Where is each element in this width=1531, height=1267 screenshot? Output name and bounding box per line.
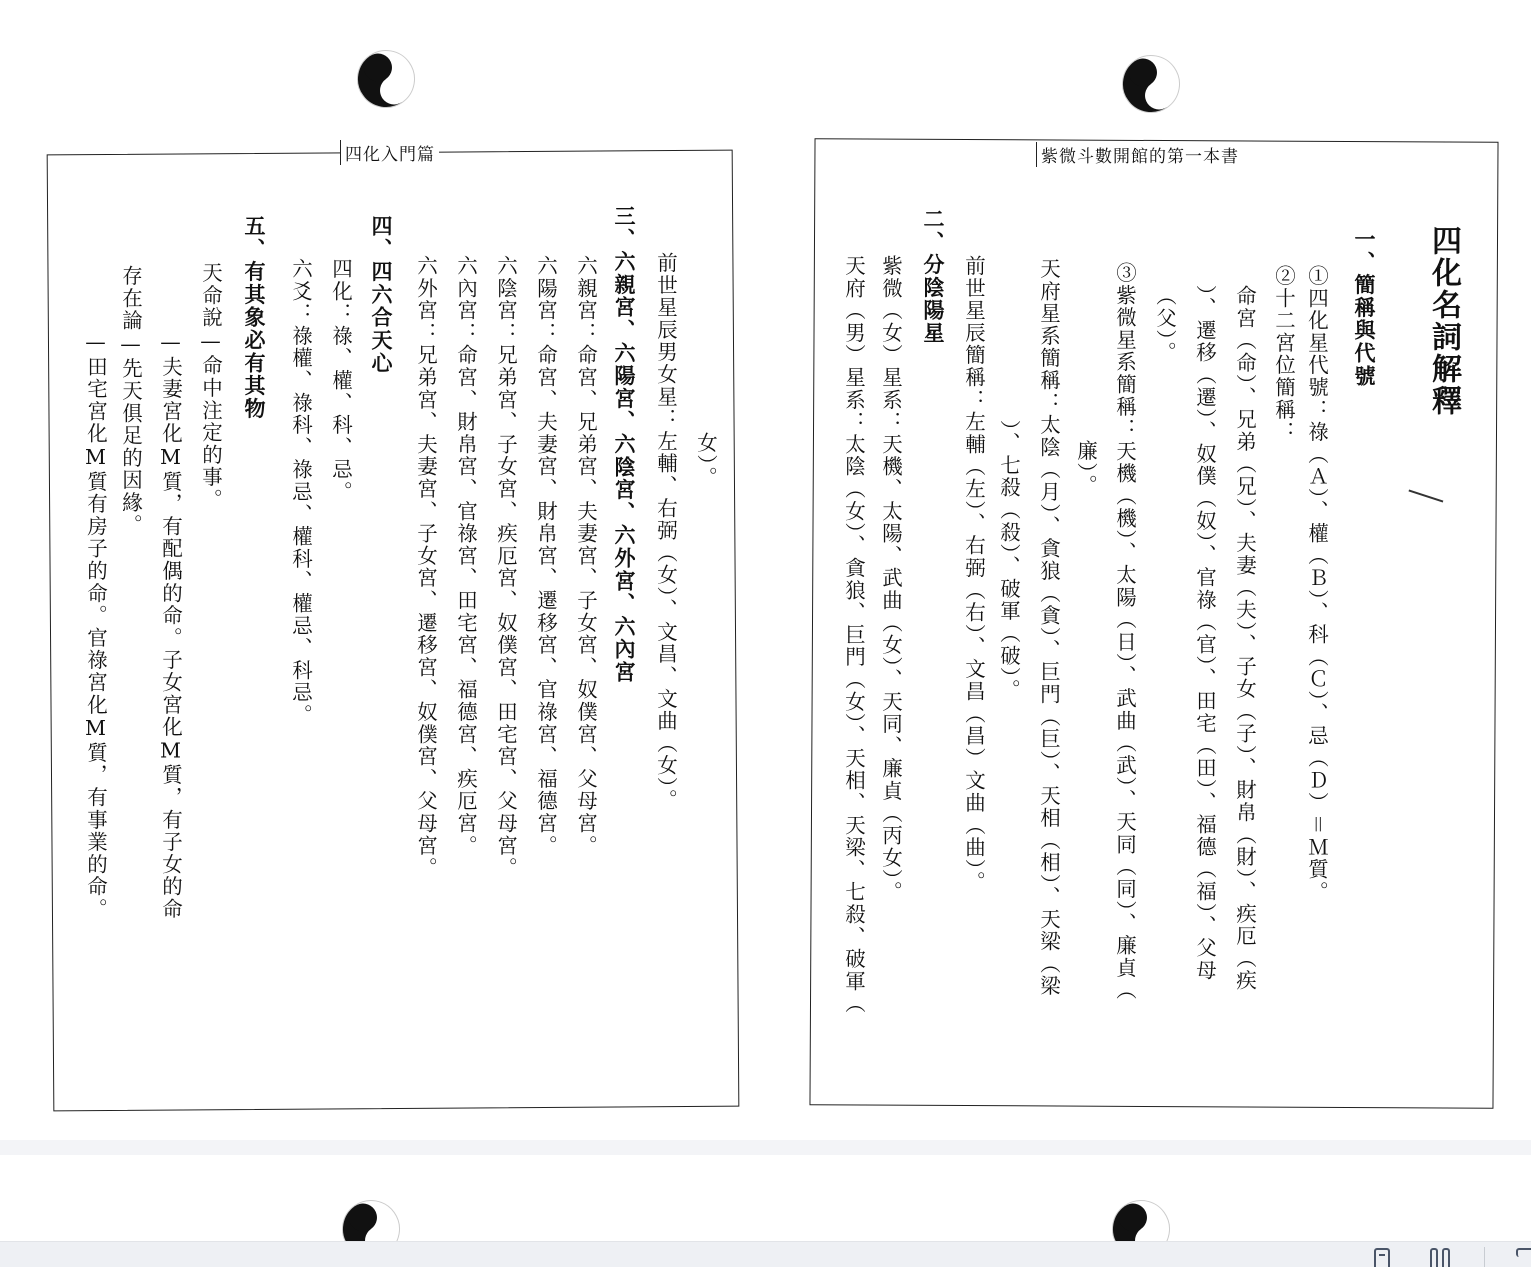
yin-yang-icon xyxy=(346,39,427,120)
section-heading: 一、簡稱與代號 xyxy=(1352,228,1376,388)
single-page-icon[interactable] xyxy=(1374,1248,1390,1267)
text-column: ①四化星代號：祿（Ａ）、權（Ｂ）、科（Ｃ）、忌（Ｄ）＝Ｍ質。 xyxy=(1304,265,1329,904)
scroll-view-icon[interactable] xyxy=(1516,1248,1531,1257)
text-column: 六陰宮：兄弟宮、子女宮、疾厄宮、奴僕宮、田宅宮、父母宮。 xyxy=(493,255,518,880)
section-heading: 四、四六合天心 xyxy=(369,215,393,375)
text-column: —田宅宮化M質有房子的命。官祿宮化M質，有事業的命。 xyxy=(83,330,108,921)
text-column: 命宮（命）、兄弟（兄）、夫妻（夫）、子女（子）、財帛（財）、疾厄（疾 xyxy=(1232,285,1257,992)
text-column: 天命說—命中注定的事。 xyxy=(198,262,223,511)
text-column: 前世星辰簡稱：左輔（左）、右弼（右）、文昌（昌）文曲（曲）。 xyxy=(961,255,986,894)
text-column: 六外宮：兄弟宮、夫妻宮、子女宮、遷移宮、奴僕宮、父母宮。 xyxy=(413,255,438,880)
two-page-icon[interactable] xyxy=(1430,1248,1454,1267)
next-page-spread xyxy=(0,1155,1531,1241)
text-column: ②十二宮位簡稱： xyxy=(1271,265,1296,444)
text-column: —夫妻宮化M質，有配偶的命。子女宮化M質，有子女的命 xyxy=(158,330,183,921)
chapter-title: 四化名詞解釋 xyxy=(1426,225,1461,417)
right-running-header: 紫微斗數開館的第一本書 xyxy=(1036,142,1243,167)
section-heading: 三、六親宮、六陽宮、六陰宮、六外宮、六內宮 xyxy=(612,205,636,684)
text-column: 六親宮：命宮、兄弟宮、夫妻宮、子女宮、奴僕宮、父母宮。 xyxy=(573,255,598,858)
text-column: 女）。 xyxy=(693,432,718,489)
text-column: （父）。 xyxy=(1152,285,1177,364)
text-column: 六陽宮：命宮、夫妻宮、財帛宮、遷移宮、官祿宮、福德宮。 xyxy=(533,255,558,858)
text-column: 存在論—先天俱足的因緣。 xyxy=(118,265,143,537)
text-column: 天府（男）星系：太陰（女）、貪狼、巨門（女）、天相、天梁、七殺、破軍（ xyxy=(841,255,866,1015)
right-page-frame xyxy=(809,138,1498,1109)
yin-yang-icon xyxy=(1111,44,1192,125)
left-running-header: 四化入門篇 xyxy=(340,140,439,165)
yin-yang-icon xyxy=(331,1189,412,1241)
section-heading: 五、有其象必有其物 xyxy=(242,215,266,421)
page-gap xyxy=(0,1140,1531,1155)
text-column: 廉）。 xyxy=(1073,440,1098,497)
text-column: 六爻：祿權、祿科、祿忌、權科、權忌、科忌。 xyxy=(288,258,313,727)
text-column: 四化：祿、權、科、忌。 xyxy=(328,258,353,504)
text-column: ）、遷移（遷）、奴僕（奴）、官祿（官）、田宅（田）、福德（福）、父母 xyxy=(1192,285,1217,982)
toolbar-divider xyxy=(1484,1247,1485,1267)
section-heading: 二、分陰陽星 xyxy=(921,208,945,345)
text-column: 紫微（女）星系：天機、太陽、武曲（女）、天同、廉貞（丙女）。 xyxy=(878,255,903,904)
yin-yang-icon xyxy=(1101,1189,1182,1241)
text-column: 天府星系簡稱：太陰（月）、貪狼（貪）、巨門（巨）、天相（相）、天梁（梁 xyxy=(1036,258,1061,998)
view-toolbar xyxy=(0,1241,1531,1267)
text-column: ）、七殺（殺）、破軍（破）。 xyxy=(996,420,1021,702)
text-column: ③紫微星系簡稱：天機（機）、太陽（日）、武曲（武）、天同（同）、廉貞（ xyxy=(1112,262,1137,1002)
text-column: 前世星辰男女星：左輔、右弼（女）、文昌、文曲（女）。 xyxy=(653,252,678,812)
text-column: 六內宮：命宮、財帛宮、官祿宮、田宅宮、福德宮、疾厄宮。 xyxy=(453,255,478,858)
